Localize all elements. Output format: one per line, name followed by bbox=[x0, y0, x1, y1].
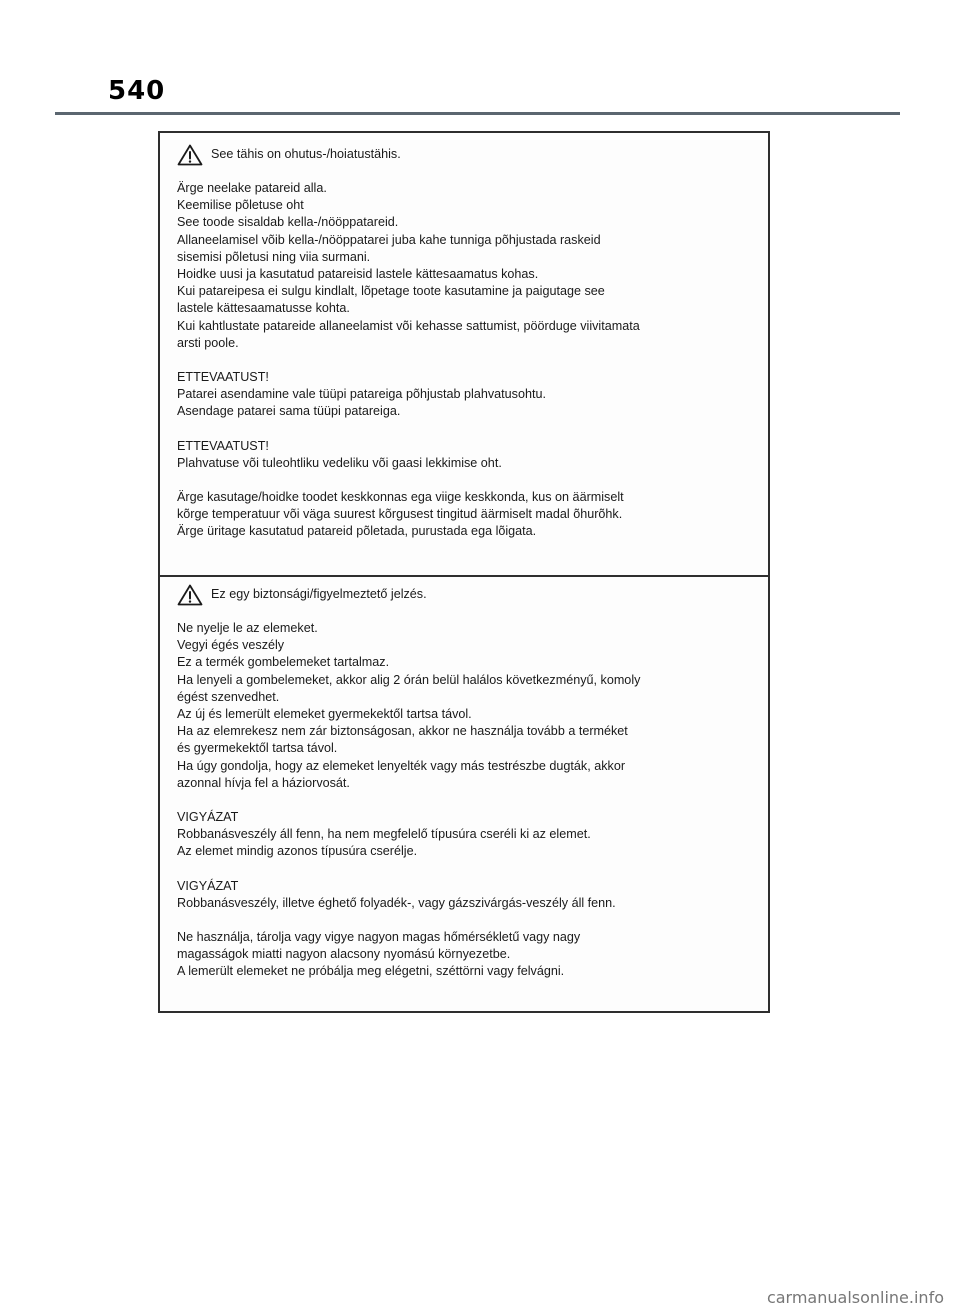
text-line: VIGYÁZAT bbox=[177, 878, 239, 893]
text-line: ETTEVAATUST! bbox=[177, 370, 269, 385]
text-line: Ärge kasutage/hoidke toodet keskkonnas ega viige keskkonda, kus on äärmiselt bbox=[177, 490, 624, 505]
text-line: égést szenvedhet. bbox=[177, 689, 280, 704]
text-line: Kui kahtlustate patareide allaneelamist või kehasse sattumist, pöörduge viivitamata bbox=[177, 318, 640, 333]
text-line: Allaneelamisel võib kella-/nööppatarei juba kahe tunniga põhjustada raskeid bbox=[177, 232, 601, 247]
warning-paragraph bbox=[177, 929, 768, 981]
text-line: See toode sisaldab kella-/nööppatareid. bbox=[177, 215, 399, 230]
text-line: Ärge üritage kasutatud patareid põletada, purustada ega lõigata. bbox=[177, 524, 537, 539]
warning-paragraph bbox=[177, 620, 768, 792]
text-line: Keemilise põletuse oht bbox=[177, 198, 304, 213]
warning-heading-text: See tähis on ohutus-/hoiatustähis. bbox=[211, 147, 401, 162]
warning-paragraph bbox=[177, 438, 768, 472]
section-divider bbox=[160, 575, 768, 577]
text-line: arsti poole. bbox=[177, 335, 239, 350]
battery-warning-box bbox=[158, 131, 770, 1013]
text-line: ETTEVAATUST! bbox=[177, 438, 269, 453]
text-line: magasságok miatti nagyon alacsony nyomású környezetbe. bbox=[177, 947, 511, 962]
text-line: Ne nyelje le az elemeket. bbox=[177, 621, 318, 635]
text-line: Vegyi égés veszély bbox=[177, 638, 285, 653]
footer-watermark: carmanualsonline.info bbox=[766, 1288, 944, 1307]
text-line: Ärge neelake patareid alla. bbox=[177, 181, 327, 195]
text-line: és gyermekektől tartsa távol. bbox=[177, 741, 338, 756]
text-line: Az elemet mindig azonos típusúra cserélje. bbox=[177, 844, 418, 859]
warning-paragraph bbox=[177, 809, 768, 861]
text-line: A lemerült elemeket ne próbálja meg elégetni, széttörni vagy felvágni. bbox=[177, 964, 565, 979]
warning-section-hungarian bbox=[160, 585, 768, 998]
text-line: VIGYÁZAT bbox=[177, 810, 239, 825]
text-line: Robbanásveszély, illetve éghető folyadék-, vagy gázszivárgás-veszély áll fenn. bbox=[177, 895, 616, 910]
warning-paragraph bbox=[177, 878, 768, 912]
warning-triangle-icon bbox=[177, 584, 211, 606]
header-divider bbox=[55, 112, 900, 115]
text-line: Ez a termék gombelemeket tartalmaz. bbox=[177, 655, 390, 670]
text-line: Plahvatuse või tuleohtliku vedeliku või gaasi lekkimise oht. bbox=[177, 455, 502, 470]
text-line: Ne használja, tárolja vagy vigye nagyon magas hőmérsékletű vagy nagy bbox=[177, 930, 581, 945]
text-line: kõrge temperatuur või väga suurest kõrgusest tingitud äärmiselt madal õhurõhk. bbox=[177, 507, 623, 522]
text-line: Ha lenyeli a gombelemeket, akkor alig 2 órán belül halálos következményű, komoly bbox=[177, 672, 641, 687]
warning-heading-text: Ez egy biztonsági/figyelmeztető jelzés. bbox=[211, 587, 427, 602]
warning-heading bbox=[177, 585, 768, 605]
page-number: 540 bbox=[108, 76, 166, 106]
text-line: Kui patareipesa ei sulgu kindlalt, lõpetage toote kasutamine ja paigutage see bbox=[177, 284, 605, 299]
text-line: Ha az elemrekesz nem zár biztonságosan, akkor ne használja tovább a terméket bbox=[177, 724, 628, 739]
warning-heading bbox=[177, 145, 768, 165]
warning-triangle-icon bbox=[177, 144, 211, 166]
warning-paragraph bbox=[177, 369, 768, 421]
text-line: Robbanásveszély áll fenn, ha nem megfelelő típusúra cseréli ki az elemet. bbox=[177, 827, 591, 842]
warning-paragraph bbox=[177, 489, 768, 541]
text-line: Az új és lemerült elemeket gyermekektől tartsa távol. bbox=[177, 707, 472, 722]
warning-paragraph bbox=[177, 180, 768, 352]
text-line: Ha úgy gondolja, hogy az elemeket lenyelték vagy más testrészbe dugták, akkor bbox=[177, 758, 626, 773]
warning-section-estonian bbox=[160, 145, 768, 558]
text-line: Asendage patarei sama tüüpi patareiga. bbox=[177, 404, 401, 419]
text-line: Patarei asendamine vale tüüpi patareiga põhjustab plahvatusohtu. bbox=[177, 387, 546, 402]
text-line: sisemisi põletusi ning viia surmani. bbox=[177, 249, 371, 264]
text-line: lastele kättesaamatusse kohta. bbox=[177, 301, 350, 316]
text-line: azonnal hívja fel a háziorvosát. bbox=[177, 775, 350, 790]
text-line: Hoidke uusi ja kasutatud patareisid lastele kättesaamatus kohas. bbox=[177, 267, 539, 282]
